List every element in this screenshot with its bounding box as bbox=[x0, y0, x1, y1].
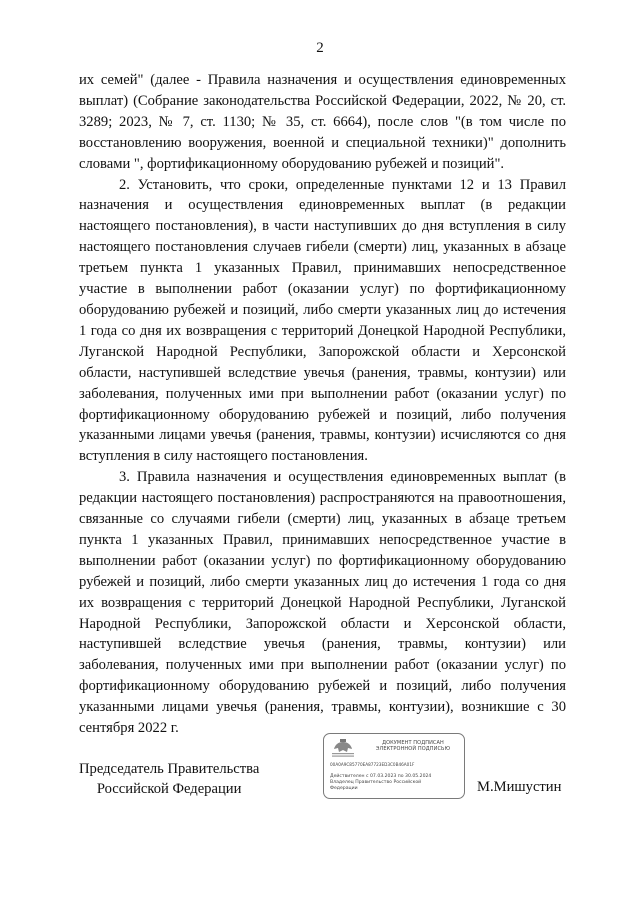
paragraph-2: 2. Установить, что сроки, определенные пунктами 12 и 13 Правил назначения и осуществления единовременных выплат (в редакции настоящего постановления), в части наступивших до дня вступления в силу настоящего постановления случаев гибели (смерти) лиц, указанных в абзаце третьем пункта 1 указанных Правил, принимавших непосредственное участие в выполнении работ (оказании услуг) по фортификационному оборудованию рубежей и позиций, либо смерти указанных лиц до истечения 1 года со дня их возвращения с территорий Донецкой Народной Республики, Луганской Народной Республики, Запорожской области и Херсонской области, наступившей вследствие увечья (ранения, травмы, контузии) или заболевания, полученных ими при выполнении работ (оказании услуг) по фортификационному оборудованию рубежей и позиций, либо получения указанными лицами увечья (ранения, травмы, контузии) исчисляются со дня вступления в силу настоящего постановления. bbox=[79, 176, 566, 465]
stamp-title-line1: ДОКУМЕНТ ПОДПИСАН bbox=[382, 740, 444, 746]
signatory-name: М.Мишустин bbox=[477, 779, 562, 795]
stamp-title bbox=[364, 740, 462, 752]
coat-of-arms-icon bbox=[329, 738, 357, 758]
electronic-signature-stamp bbox=[323, 733, 465, 799]
stamp-owner-line2: Федерации bbox=[330, 786, 358, 791]
stamp-certificate: 00A0A9C85770EA87723ED3C0B46A01F bbox=[330, 762, 415, 767]
stamp-validity: Действителен с 07.03.2023 по 30.05.2024 bbox=[330, 774, 432, 779]
paragraph-continuation: их семей" (далее - Правила назначения и осуществления единовременных выплат) (Собрание законодательства Российской Федерации, 2022, № 20, ст. 3289; 2023, № 7, ст. 1130; № 35, ст. 6664), после слов "(в том числе по восстановлению вооружения, военной и специальной техники)" дополнить словами ", фортификационному оборудованию рубежей и позиций". bbox=[79, 72, 566, 172]
document-body bbox=[79, 70, 566, 739]
page-number: 2 bbox=[316, 40, 324, 56]
stamp-owner-line1: Владелец Правительство Российской bbox=[330, 780, 422, 785]
signatory-position-line1: Председатель Правительства bbox=[79, 761, 260, 777]
paragraph-3: 3. Правила назначения и осуществления единовременных выплат (в редакции настоящего постановления) распространяются на правоотношения, связанные со случаями гибели (смерти) лиц, указанных в абзаце третьем пункта 1 указанных Правил, принимавших непосредственное участие в выполнении работ (оказании услуг) по фортификационному оборудованию рубежей и позиций, либо смерти указанных лиц до истечения 1 года со дня их возвращения с территорий Донецкой Народной Республики, Луганской Народной Республики, Запорожской области и Херсонской области, наступившей вследствие увечья (ранения, травмы, контузии) или заболевания, полученных ими при выполнении работ (оказании услуг) по фортификационному оборудованию рубежей и позиций, либо получения указанными лицами увечья (ранения, травмы, контузии), возникшие с 30 сентября 2022 г. bbox=[79, 469, 566, 737]
signatory-position-line2: Российской Федерации bbox=[96, 781, 242, 797]
signatory-position bbox=[79, 759, 259, 799]
stamp-title-line2: ЭЛЕКТРОННОЙ ПОДПИСЬЮ bbox=[375, 746, 451, 752]
